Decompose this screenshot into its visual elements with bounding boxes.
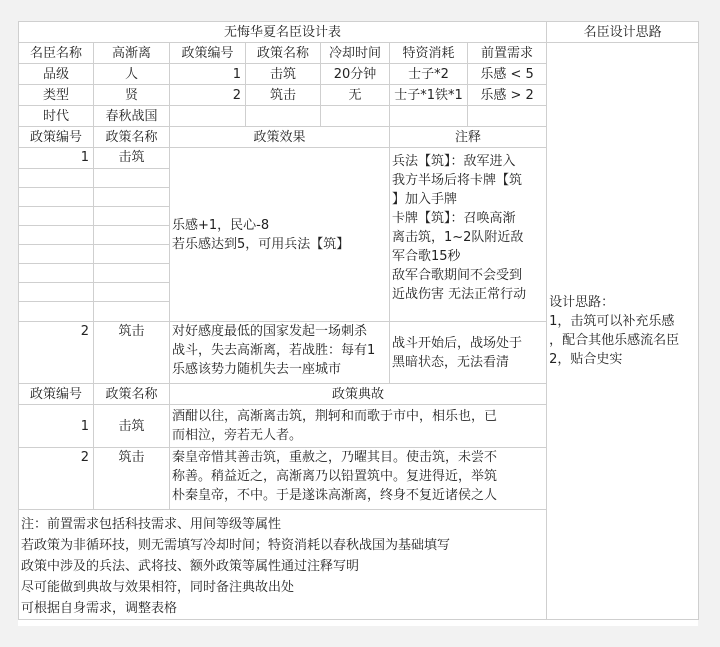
effect-header-note: 注释 [390, 127, 547, 148]
design-sheet [18, 21, 698, 626]
policy1-no-cell: 1 [170, 64, 246, 85]
empty-cell [94, 169, 170, 188]
policy2-prereq: 乐感 > 2 [468, 85, 547, 106]
story-line: 而相泣，旁若无人者。 [172, 428, 303, 443]
note-line: 敌军合歌期间不会受到 [392, 268, 523, 283]
empty-cell [94, 264, 170, 283]
header-cooldown: 冷却时间 [321, 43, 390, 64]
note-line: 近战伤害 无法正常行动 [392, 287, 527, 302]
note-line: 军合歌15秒 [392, 249, 461, 264]
note-text: 尽可能做到典故与效果相符，同时备注典故出处 [21, 580, 295, 595]
story-line: 称善。稍益近之，高渐离乃以铅置筑中。复进得近，举筑 [172, 469, 498, 484]
design-line: 2，贴合史实 [549, 352, 623, 367]
era-value: 春秋战国 [94, 106, 170, 127]
empty-cell [19, 169, 94, 188]
effect-line: 乐感该势力随机失去一座城市 [172, 362, 342, 377]
policy2-name-cell: 筑击 [246, 85, 321, 106]
effect-line: 若乐感达到5，可用兵法【筑】 [172, 236, 350, 252]
empty-cell [19, 283, 94, 302]
policy1-note [390, 148, 547, 322]
design-table [18, 21, 699, 620]
empty-cell [19, 245, 94, 264]
note-line: 】加入手牌 [392, 192, 458, 207]
policy2-no: 2 [19, 322, 94, 384]
header-policy-no: 政策编号 [170, 43, 246, 64]
policy2-resource: 士子*1铁*1 [390, 85, 468, 106]
design-header: 名臣设计思路 [547, 22, 699, 43]
story1-no: 1 [19, 405, 94, 448]
header-policy-name: 政策名称 [246, 43, 321, 64]
rank-label: 品级 [19, 64, 94, 85]
policy2-name: 筑击 [94, 322, 170, 384]
note-line: 黑暗状态，无法看清 [392, 354, 510, 370]
notes-cell [19, 510, 547, 620]
policy1-prereq: 乐感 < 5 [468, 64, 547, 85]
empty-cell [94, 226, 170, 245]
story2-name: 筑击 [94, 448, 170, 510]
note-line: 我方半场后将卡牌【筑 [392, 173, 523, 188]
story2-no: 2 [19, 448, 94, 510]
empty-cell [246, 106, 321, 127]
story2-text [170, 448, 547, 510]
policy1-name: 击筑 [94, 148, 170, 169]
effect-line: 战斗，失去高渐离，若战胜：每有1 [172, 343, 376, 358]
era-label: 时代 [19, 106, 94, 127]
design-line: 1，击筑可以补充乐感 [549, 314, 675, 329]
story-header-no: 政策编号 [19, 384, 94, 405]
policy1-effect [170, 148, 390, 322]
story1-name: 击筑 [94, 405, 170, 448]
empty-cell [19, 264, 94, 283]
note-line: 兵法【筑】：敌军进入 [392, 154, 516, 169]
effect-line: 乐感+1，民心-8 [172, 217, 270, 233]
header-minister-name: 名臣名称 [19, 43, 94, 64]
design-thoughts-cell [547, 43, 699, 620]
note-line: 战斗开始后，战场处于 [392, 335, 523, 351]
empty-cell [321, 106, 390, 127]
empty-cell [19, 207, 94, 226]
empty-cell [94, 302, 170, 322]
story-header-name: 政策名称 [94, 384, 170, 405]
note-line: 离击筑，1~2队附近敌 [392, 230, 524, 245]
minister-name-value: 高渐离 [94, 43, 170, 64]
effect-header-no: 政策编号 [19, 127, 94, 148]
empty-cell [94, 188, 170, 207]
type-label: 类型 [19, 85, 94, 106]
empty-cell [170, 106, 246, 127]
policy1-cooldown: 20分钟 [321, 64, 390, 85]
story-line: 朴秦皇帝，不中。于是遂诛高渐离，终身不复近诸侯之人 [172, 488, 498, 503]
empty-cell [19, 188, 94, 207]
policy2-no-cell: 2 [170, 85, 246, 106]
effect-header-effect: 政策效果 [170, 127, 390, 148]
policy2-note [390, 322, 547, 384]
empty-cell [94, 245, 170, 264]
note-text: 若政策为非循环技，则无需填写冷却时间；特资消耗以春秋战国为基础填写 [21, 538, 451, 553]
type-value: 贤 [94, 85, 170, 106]
header-prereq: 前置需求 [468, 43, 547, 64]
design-line: ，配合其他乐感流名臣 [549, 333, 680, 348]
policy1-resource: 士子*2 [390, 64, 468, 85]
story-line: 酒酣以往，高渐离击筑，荆轲和而歌于市中，相乐也，已 [172, 409, 498, 424]
effect-line: 对好感度最低的国家发起一场刺杀 [172, 324, 368, 339]
empty-cell [390, 106, 468, 127]
rank-value: 人 [94, 64, 170, 85]
story-header-story: 政策典故 [170, 384, 547, 405]
effect-header-name: 政策名称 [94, 127, 170, 148]
note-line: 卡牌【筑】：召唤高渐 [392, 211, 516, 226]
empty-cell [19, 302, 94, 322]
policy2-cooldown: 无 [321, 85, 390, 106]
header-resource: 特资消耗 [390, 43, 468, 64]
empty-cell [94, 283, 170, 302]
note-text: 政策中涉及的兵法、武将技、额外政策等属性通过注释写明 [21, 559, 360, 574]
policy1-no: 1 [19, 148, 94, 169]
policy1-name-cell: 击筑 [246, 64, 321, 85]
empty-cell [468, 106, 547, 127]
note-text: 可根据自身需求，调整表格 [21, 601, 178, 616]
design-line: 设计思路： [549, 295, 615, 310]
policy2-effect [170, 322, 390, 384]
story1-text [170, 405, 547, 448]
sheet-title: 无悔华夏名臣设计表 [19, 22, 547, 43]
note-text: 注：前置需求包括科技需求、用间等级等属性 [21, 517, 282, 532]
empty-cell [19, 226, 94, 245]
empty-cell [94, 207, 170, 226]
story-line: 秦皇帝惜其善击筑，重赦之，乃曜其目。使击筑，未尝不 [172, 450, 498, 465]
